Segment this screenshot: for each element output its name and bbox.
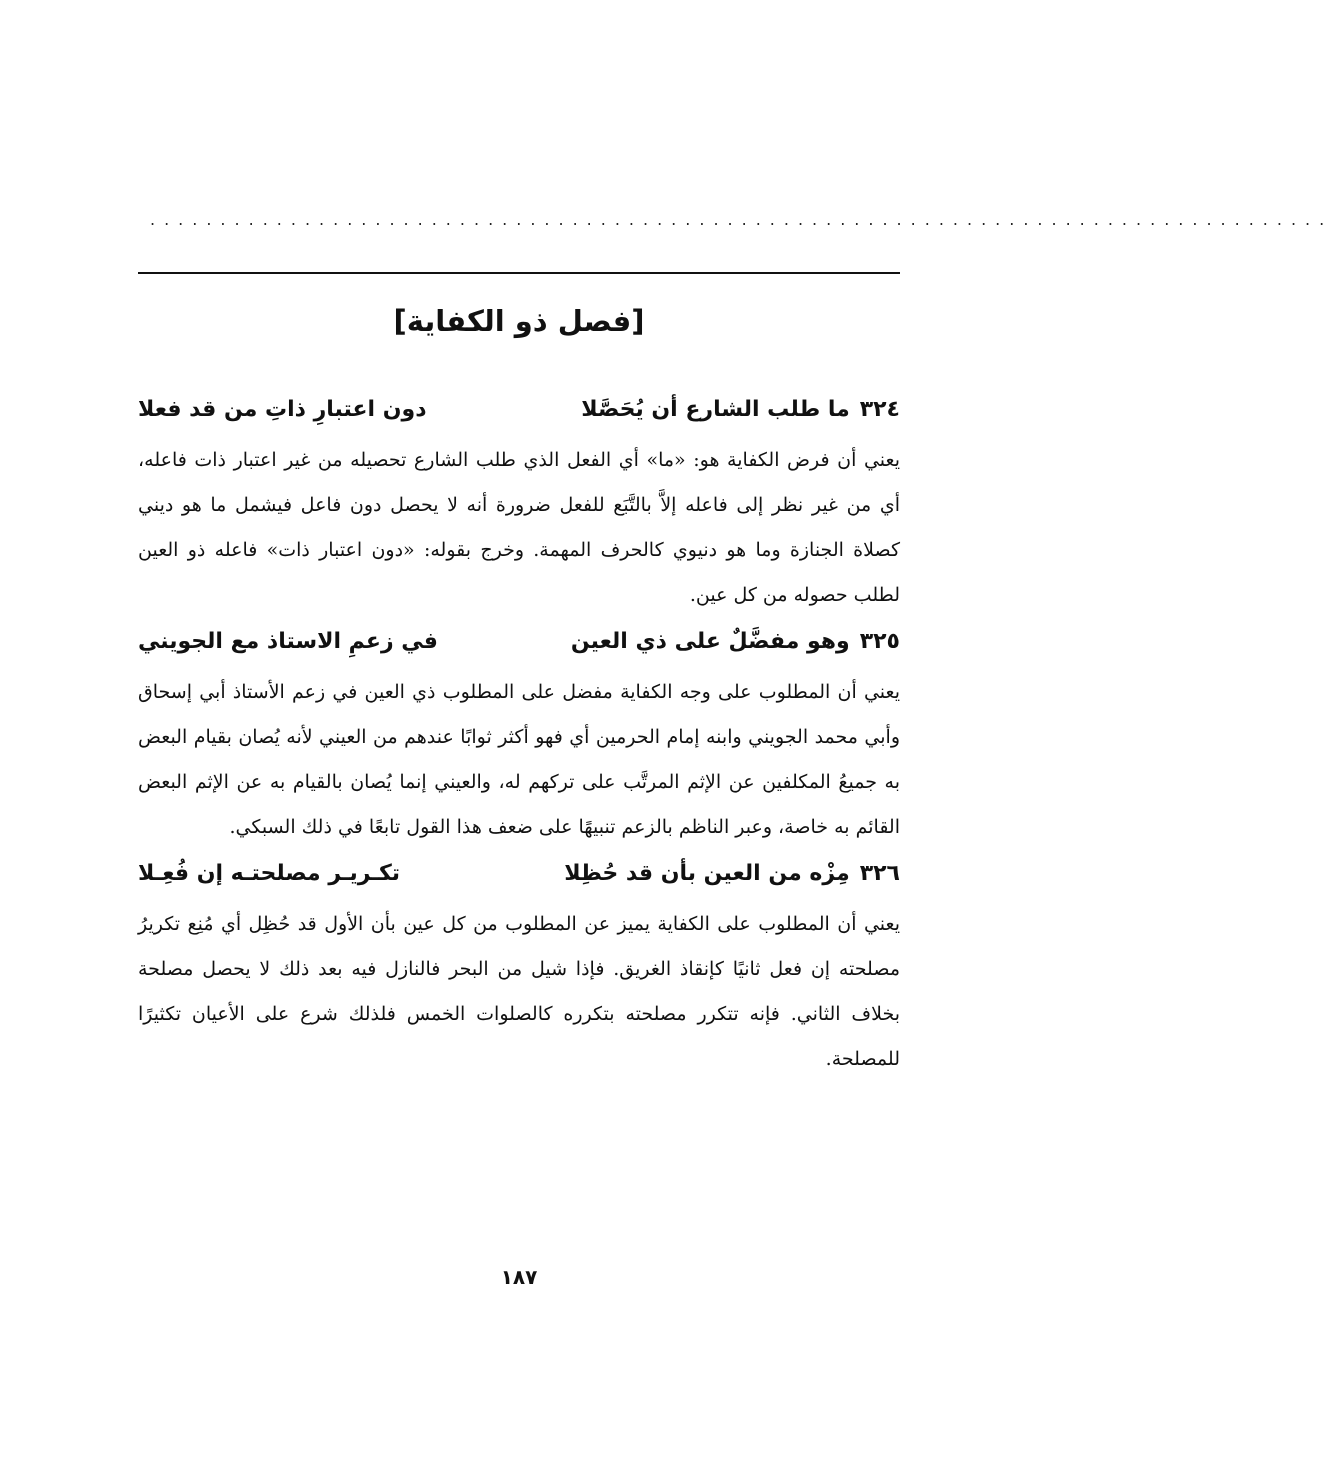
- page-number: ١٨٧: [500, 1265, 538, 1289]
- dotted-separator: ....................................................................................: [150, 210, 1333, 229]
- verse-hemistich-first: وهو مفضَّلٌ على ذي العين: [570, 629, 850, 654]
- verse-number: ٣٢٦: [859, 861, 900, 886]
- verse-hemistich-second: في زعمِ الاستاذ مع الجويني: [138, 629, 438, 654]
- header-rule: [138, 272, 900, 274]
- commentary-paragraph: يعني أن المطلوب على الكفاية يميز عن المطلوب من كل عين بأن الأول قد حُظِل أي مُنِع تكريرُ مصلحته إن فعل ثانيًا كإنقاذ الغريق. فإذا شيل من البحر فالنازل فيه بعد ذلك لا يحصل مصلحة بخلاف الثاني. فإنه تتكرر مصلحته بتكرره كالصلوات الخمس فلذلك شرع على الأعيان تكثيرًا للمصلحة.: [138, 913, 900, 1070]
- verse-hemistich-second: تكـريـر مصلحتـه إن فُعِـلا: [138, 861, 401, 886]
- verse-hemistich-first: ما طلب الشارع أن يُحَصَّلا: [581, 397, 850, 422]
- main-content: [138, 388, 900, 1084]
- commentary-paragraph: يعني أن المطلوب على وجه الكفاية مفضل على المطلوب ذي العين في زعم الأستاذ أبي إسحاق وأبي محمد الجويني وابنه إمام الحرمين أي فهو أكثر ثوابًا عندهم من العيني لأنه يُصان بقيام البعض به جميعُ المكلفين عن الإثم المرتَّب على تركهم له، والعيني إنما يُصان بالقيام به عن الإثم البعض القائم به خاصة، وعبر الناظم بالزعم تنبيهًا على ضعف هذا القول تابعًا في ذلك السبكي.: [138, 681, 900, 838]
- verse-hemistich-first: مِزْه من العين بأن قد حُظِلا: [564, 861, 850, 886]
- verse-line: [138, 388, 900, 432]
- commentary-paragraph: يعني أن فرض الكفاية هو: «ما» أي الفعل الذي طلب الشارع تحصيله من غير اعتبار ذات فاعله، أي من غير نظر إلى فاعله إلاَّ بالتَّبَع للفعل ضرورة أنه لا يحصل دون فاعل فيشمل ما هو ديني كصلاة الجنازة وما هو دنيوي كالحرف المهمة. وخرج بقوله: «دون اعتبار ذات» فاعله ذو العين لطلب حصوله من كل عين.: [138, 449, 900, 606]
- verse-line: [138, 620, 900, 664]
- verse-number: ٣٢٥: [859, 629, 900, 654]
- verse-hemistich-second: دون اعتبارِ ذاتِ من قد فعلا: [138, 397, 427, 422]
- section-title: [فصل ذو الكفاية]: [393, 304, 645, 338]
- verse-line: [138, 852, 900, 896]
- verse-number: ٣٢٤: [859, 397, 900, 422]
